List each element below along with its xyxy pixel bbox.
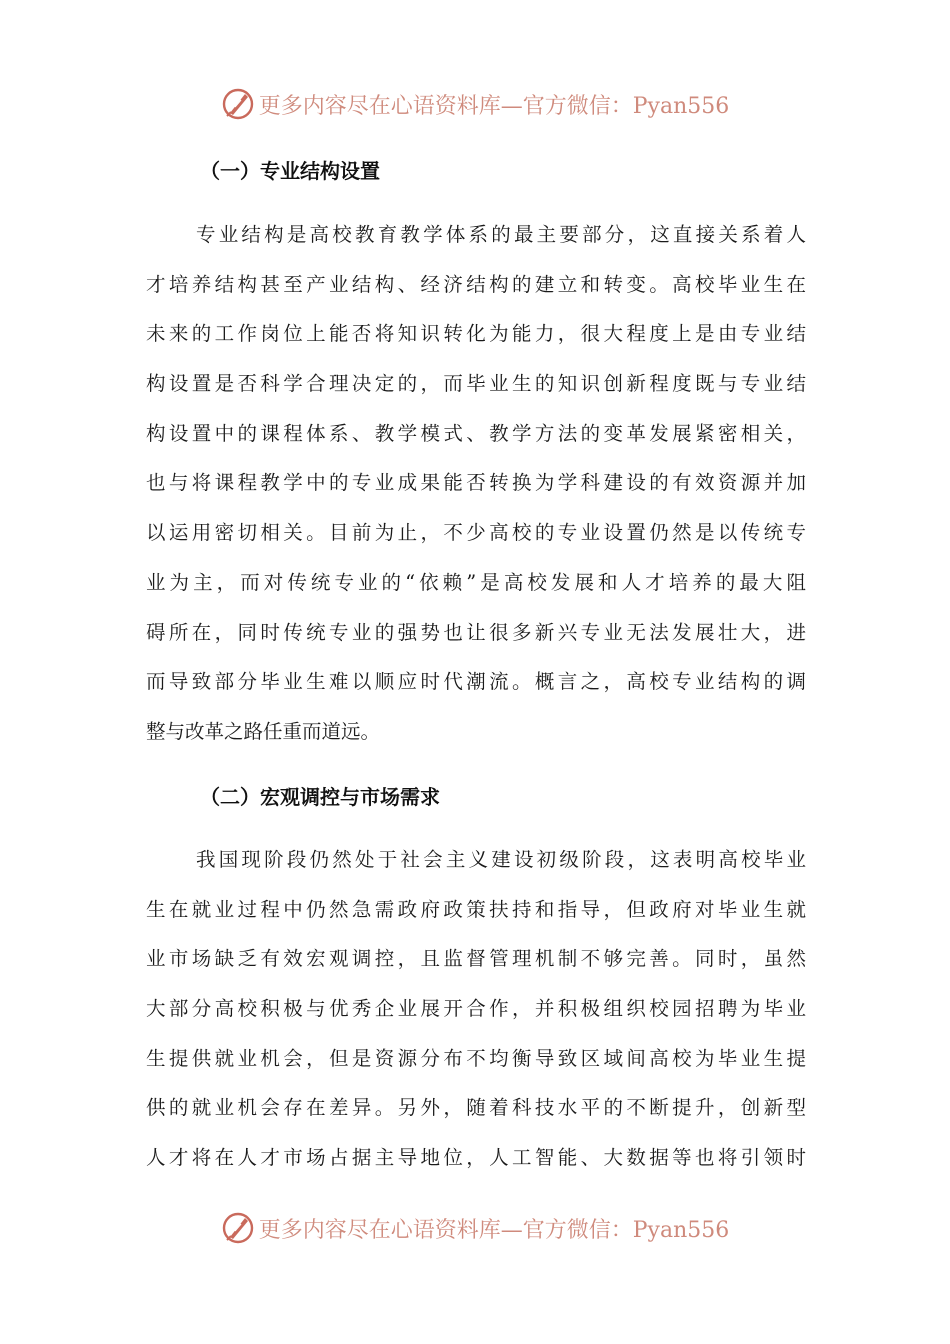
text-line: 才培养结构甚至产业结构、经济结构的建立和转变。高校毕业生在 (146, 272, 806, 296)
text-line: 以运用密切相关。目前为止，不少高校的专业设置仍然是以传统专 (146, 521, 806, 545)
text-line: 生在就业过程中仍然急需政府政策扶持和指导，但政府对毕业生就 (146, 897, 806, 921)
text-line: 大部分高校积极与优秀企业展开合作，并积极组织校园招聘为毕业 (146, 997, 806, 1021)
paragraph-macro-control (146, 845, 806, 1193)
text-line: 未来的工作岗位上能否将知识转化为能力，很大程度上是由专业结 (146, 322, 806, 346)
text-line: 人才将在人才市场占据主导地位，人工智能、大数据等也将引领时 (146, 1146, 806, 1170)
text-line: 业市场缺乏有效宏观调控，且监督管理机制不够完善。同时，虽然 (146, 947, 806, 971)
text-line: 生提供就业机会，但是资源分布不均衡导致区域间高校为毕业生提 (146, 1046, 806, 1070)
text-line: 业为主，而对传统专业的“依赖”是高校发展和人才培养的最大阻 (146, 570, 806, 594)
text-line: 供的就业机会存在差异。另外，随着科技水平的不断提升，创新型 (146, 1096, 806, 1120)
watermark-header (0, 84, 950, 124)
paragraph-structure (146, 220, 806, 767)
watermark-text: 更多内容尽在心语资料库—官方微信：Pyan556 (258, 93, 730, 119)
section-heading-macro-control: （二）宏观调控与市场需求 (200, 785, 440, 809)
text-line: 我国现阶段仍然处于社会主义建设初级阶段，这表明高校毕业 (196, 848, 806, 871)
quill-logo-icon (221, 87, 255, 121)
section-heading-structure: （一）专业结构设置 (200, 159, 380, 183)
text-line: 整与改革之路任重而道远。 (146, 719, 381, 743)
text-line: 而导致部分毕业生难以顺应时代潮流。概言之，高校专业结构的调 (146, 670, 806, 694)
text-line: 构设置中的课程体系、教学模式、教学方法的变革发展紧密相关， (146, 421, 806, 445)
text-line: 专业结构是高校教育教学体系的最主要部分，这直接关系着人 (196, 223, 806, 246)
quill-logo-icon (221, 1211, 255, 1245)
watermark-text: 更多内容尽在心语资料库—官方微信：Pyan556 (258, 1217, 730, 1243)
watermark-footer (0, 1208, 950, 1248)
text-line: 也与将课程教学中的专业成果能否转换为学科建设的有效资源并加 (146, 471, 806, 495)
text-line: 碍所在，同时传统专业的强势也让很多新兴专业无法发展壮大，进 (146, 620, 806, 644)
text-line: 构设置是否科学合理决定的，而毕业生的知识创新程度既与专业结 (146, 372, 806, 396)
